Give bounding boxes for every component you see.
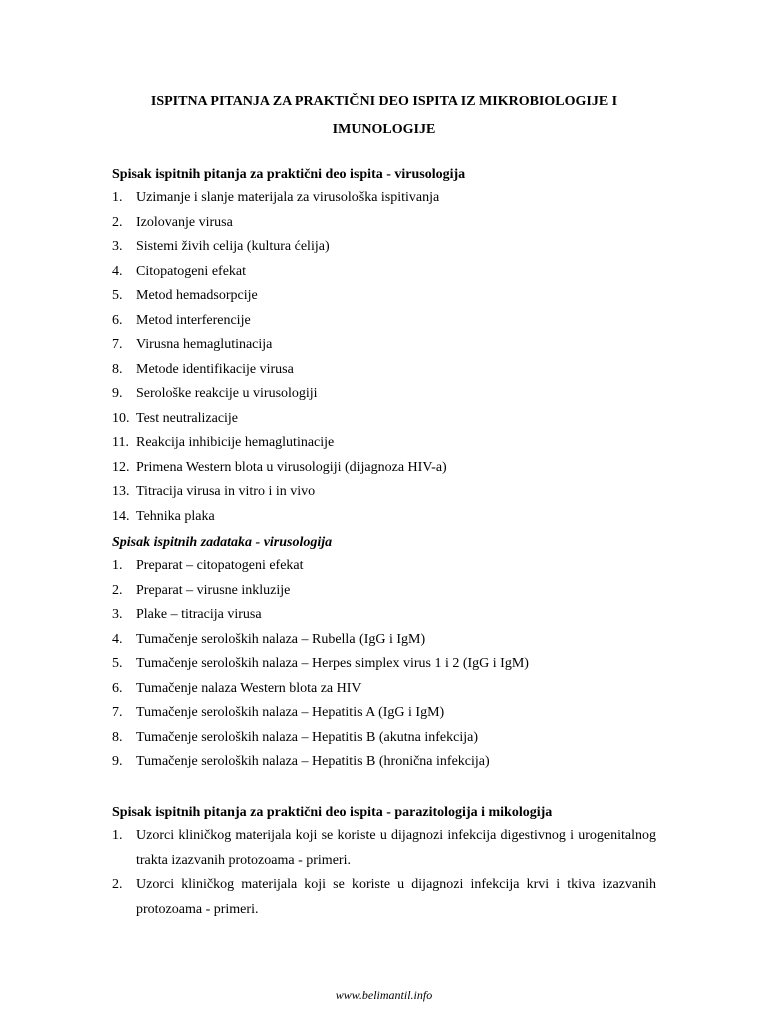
list-item-number: 2. bbox=[112, 582, 123, 598]
list-item-number: 9. bbox=[112, 754, 123, 769]
list-parazitologija-pitanja bbox=[112, 824, 656, 922]
list-item bbox=[112, 358, 656, 383]
list-item-text: Tumačenje seroloških nalaza – Hepatitis B (hronična infekcija) bbox=[136, 754, 490, 769]
list-item-text: Reakcija inhibicije hemaglutinacije bbox=[136, 435, 335, 450]
list-virusologija-pitanja bbox=[112, 186, 656, 529]
list-item-text: Tumačenje seroloških nalaza – Herpes simplex virus 1 i 2 (IgG i IgM) bbox=[136, 656, 529, 671]
list-item bbox=[112, 333, 656, 358]
list-item-text: Uzorci kliničkog materijala koji se koriste u dijagnozi infekcija digestivnog i urogenitalnog trakta izazvanih protozoama - primeri. bbox=[136, 828, 656, 868]
list-item-number: 10. bbox=[112, 410, 130, 426]
list-item bbox=[112, 652, 656, 677]
list-item-number: 6. bbox=[112, 312, 123, 328]
list-item bbox=[112, 726, 656, 751]
list-item bbox=[112, 701, 656, 726]
list-item-text: Sistemi živih celija (kultura ćelija) bbox=[136, 239, 330, 254]
list-item bbox=[112, 431, 656, 456]
list-item-number: 8. bbox=[112, 361, 123, 377]
list-item-text: Uzimanje i slanje materijala za virusološka ispitivanja bbox=[136, 190, 440, 205]
list-item-text: Preparat – virusne inkluzije bbox=[136, 582, 291, 598]
list-item-number: 13. bbox=[112, 484, 130, 499]
list-item-number: 5. bbox=[112, 656, 123, 671]
list-item bbox=[112, 186, 656, 211]
list-item bbox=[112, 480, 656, 505]
list-item-text: Uzorci kliničkog materijala koji se koriste u dijagnozi infekcija krvi i tkiva izazvanih protozoama - primeri. bbox=[136, 877, 656, 917]
list-item bbox=[112, 603, 656, 628]
list-item bbox=[112, 284, 656, 309]
list-item bbox=[112, 456, 656, 481]
list-item-text: Tehnika plaka bbox=[136, 508, 215, 524]
list-item-number: 14. bbox=[112, 508, 130, 524]
list-item bbox=[112, 579, 656, 604]
list-virusologija-zadaci bbox=[112, 554, 656, 775]
list-item-text: Titracija virusa in vitro i in vivo bbox=[136, 484, 316, 499]
document-title bbox=[112, 88, 656, 144]
list-item-text: Izolovanje virusa bbox=[136, 214, 233, 230]
list-item-number: 9. bbox=[112, 386, 123, 401]
footer-website: www.belimantil.info bbox=[335, 988, 433, 1002]
list-item-number: 1. bbox=[112, 558, 123, 573]
list-item bbox=[112, 382, 656, 407]
list-item bbox=[112, 677, 656, 702]
list-item-text: Tumačenje seroloških nalaza – Hepatitis A (IgG i IgM) bbox=[136, 705, 445, 720]
list-item-number: 5. bbox=[112, 288, 123, 303]
list-item-number: 12. bbox=[112, 459, 130, 475]
list-item-text: Primena Western blota u virusologiji (dijagnoza HIV-a) bbox=[136, 459, 447, 475]
list-item bbox=[112, 554, 656, 579]
list-item-number: 4. bbox=[112, 631, 123, 647]
list-item-text: Metod interferencije bbox=[136, 312, 251, 328]
document-title-line-2: IMUNOLOGIJE bbox=[332, 122, 436, 137]
list-item bbox=[112, 407, 656, 432]
list-item-number: 7. bbox=[112, 337, 123, 352]
list-item-text: Test neutralizacije bbox=[136, 410, 239, 426]
list-item-number: 3. bbox=[112, 239, 123, 254]
section-heading-virusologija-zadaci: Spisak ispitnih zadataka - virusologija bbox=[112, 535, 333, 550]
list-item-text: Tumačenje seroloških nalaza – Hepatitis B (akutna infekcija) bbox=[136, 729, 478, 745]
list-item bbox=[112, 235, 656, 260]
list-item-text: Plake – titracija virusa bbox=[136, 607, 262, 622]
list-item-number: 1. bbox=[112, 190, 123, 205]
list-item-number: 11. bbox=[112, 435, 129, 450]
list-item-text: Virusna hemaglutinacija bbox=[136, 337, 273, 352]
list-item-number: 2. bbox=[112, 214, 123, 230]
list-item-text: Metod hemadsorpcije bbox=[136, 288, 258, 303]
list-item bbox=[112, 750, 656, 775]
list-item-text: Preparat – citopatogeni efekat bbox=[136, 558, 304, 573]
list-item bbox=[112, 505, 656, 530]
list-item-number: 2. bbox=[112, 877, 123, 892]
list-item-number: 6. bbox=[112, 680, 123, 696]
list-item-number: 8. bbox=[112, 729, 123, 745]
section-heading-parazitologija: Spisak ispitnih pitanja za praktični deo ispita - parazitologija i mikologija bbox=[112, 805, 553, 820]
list-item-text: Tumačenje nalaza Western blota za HIV bbox=[136, 680, 362, 696]
list-item bbox=[112, 309, 656, 334]
list-item bbox=[112, 260, 656, 285]
list-item bbox=[112, 628, 656, 653]
list-item bbox=[112, 824, 656, 873]
document-title-line-1: ISPITNA PITANJA ZA PRAKTIČNI DEO ISPITA IZ MIKROBIOLOGIJE I bbox=[150, 94, 618, 109]
list-item-number: 4. bbox=[112, 263, 123, 279]
list-item-number: 1. bbox=[112, 828, 123, 843]
list-item-number: 3. bbox=[112, 607, 123, 622]
list-item-text: Citopatogeni efekat bbox=[136, 263, 247, 279]
list-item-text: Tumačenje seroloških nalaza – Rubella (IgG i IgM) bbox=[136, 631, 426, 647]
section-heading-virusologija-pitanja: Spisak ispitnih pitanja za praktični deo ispita - virusologija bbox=[112, 167, 466, 182]
list-item-number: 7. bbox=[112, 705, 123, 720]
list-item-text: Serološke reakcije u virusologiji bbox=[136, 386, 318, 401]
list-item bbox=[112, 873, 656, 922]
list-item bbox=[112, 211, 656, 236]
list-item-text: Metode identifikacije virusa bbox=[136, 361, 294, 377]
